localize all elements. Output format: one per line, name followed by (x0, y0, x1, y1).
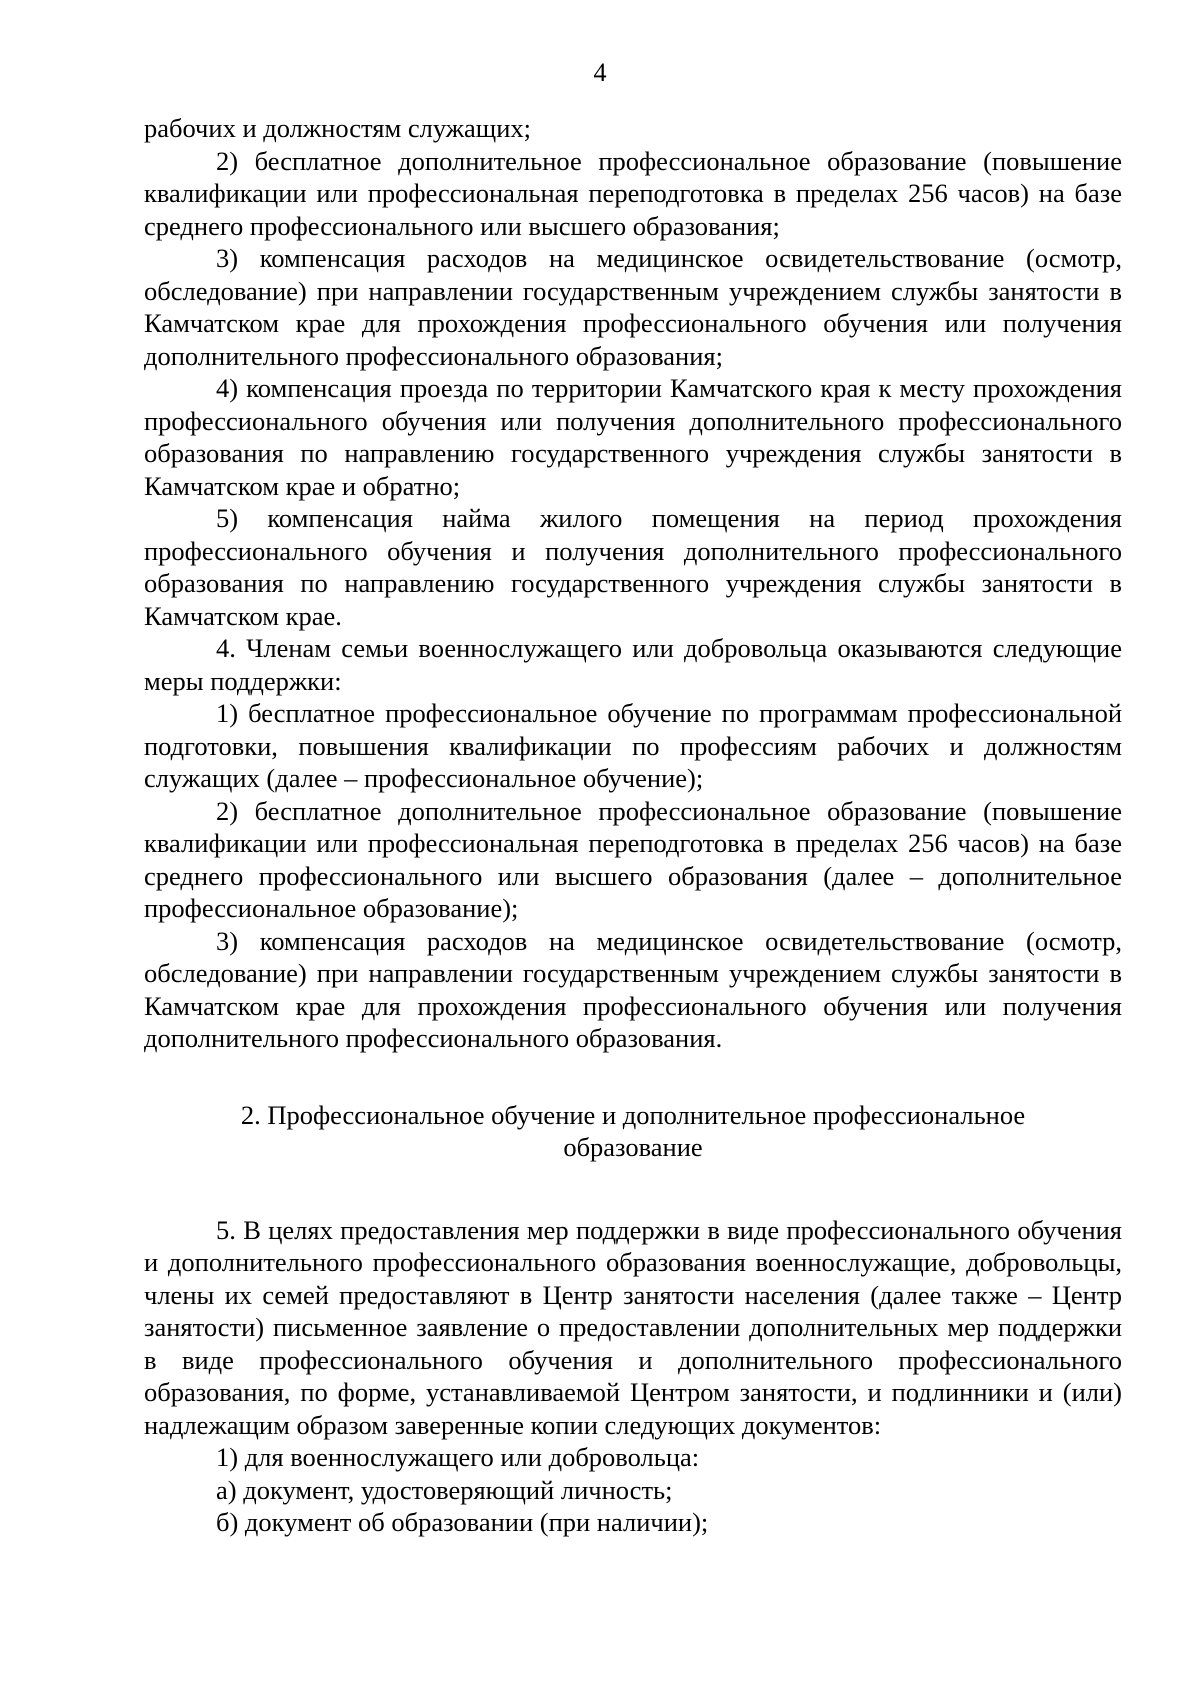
paragraph: 1) для военнослужащего или добровольца: (216, 1442, 700, 1472)
section-heading (144, 1099, 1122, 1164)
paragraph: б) документ об образовании (при наличии); (216, 1507, 709, 1537)
paragraph: 2) бесплатное дополнительное профессиональное образование (повышение квалификации или профессиональная переподготовка в пределах 256 часов) на базе среднего профессионального или высшего образования (далее – дополнительное профессиональное образование); (144, 795, 1122, 923)
paragraph: а) документ, удостоверяющий личность; (216, 1474, 673, 1505)
paragraph: 3) компенсация расходов на медицинское освидетельствование (осмотр, обследование) при направлении государственным учреждением службы занятости в Камчатском крае для прохождения профессионального обучения или получения дополнительного профессионального образования. (144, 925, 1122, 1053)
document-body (144, 112, 1122, 1539)
section-heading-line: 2. Профессиональное обучение и дополнительное профессиональное (240, 1099, 1026, 1130)
section-heading-line: образование (563, 1132, 703, 1162)
page-number: 4 (593, 58, 607, 87)
paragraph: 4) компенсация проезда по территории Камчатского края к месту прохождения профессионального обучения или получения дополнительного профессионального образования по направлению государственного учреждения службы занятости в Камчатском крае и обратно; (144, 373, 1122, 501)
paragraph: 3) компенсация расходов на медицинское освидетельствование (осмотр, обследование) при направлении государственным учреждением службы занятости в Камчатском крае для прохождения профессионального обучения или получения дополнительного профессионального образования; (144, 243, 1122, 371)
paragraph: 2) бесплатное дополнительное профессиональное образование (повышение квалификации или профессиональная переподготовка в пределах 256 часов) на базе среднего профессионального или высшего образования; (144, 145, 1122, 241)
paragraph: 5) компенсация найма жилого помещения на период прохождения профессионального обучения и получения дополнительного профессионального образования по направлению государственного учреждения службы занятости в Камчатском крае. (144, 503, 1122, 631)
paragraph: 5. В целях предоставления мер поддержки в виде профессионального обучения и дополнительного профессионального образования военнослужащие, добровольцы, члены их семей предоставляют в Центр занятости населения (далее также – Центр занятости) письменное заявление о предоставлении дополнительных мер поддержки в виде профессионального обучения и дополнительного профессионального образования, по форме, устанавливаемой Центром занятости, и подлинники и (или) надлежащим образом заверенные копии следующих документов: (144, 1214, 1122, 1440)
paragraph: 4. Членам семьи военнослужащего или добровольца оказываются следующие меры поддержки: (144, 633, 1122, 696)
paragraph: 1) бесплатное профессиональное обучение по программам профессиональной подготовки, повышения квалификации по профессиям рабочих и должностям служащих (далее – профессиональное обучение); (144, 698, 1122, 793)
paragraph: рабочих и должностям служащих; (144, 113, 531, 143)
